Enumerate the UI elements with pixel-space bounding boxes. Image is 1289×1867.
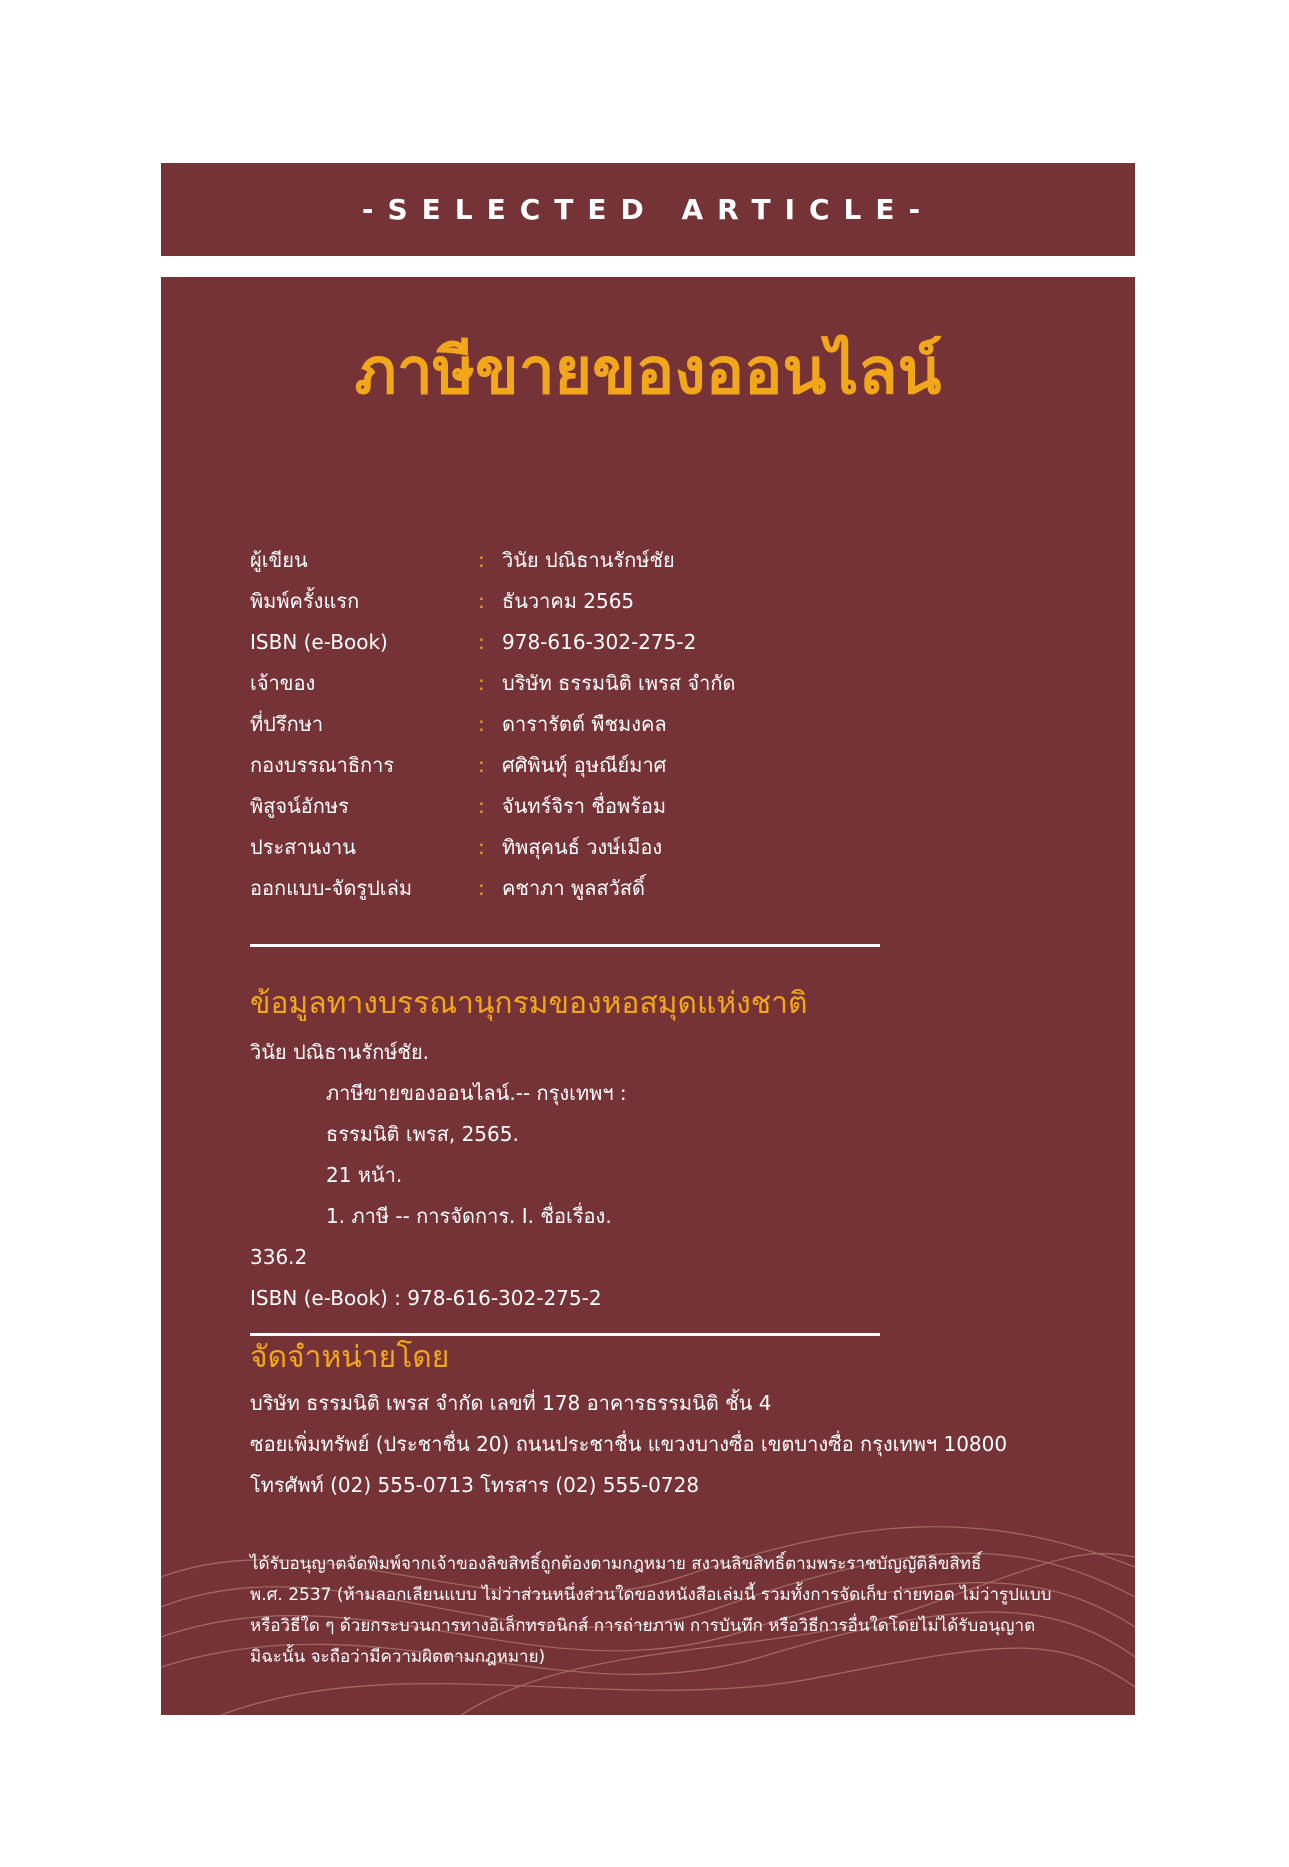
credit-value: ศศิพินทุ์ อุษณีย์มาศ — [502, 752, 667, 777]
credit-value: ธันวาคม 2565 — [502, 588, 635, 613]
credit-label: ผู้เขียน — [250, 547, 308, 572]
credit-value: ดารารัตต์ พืชมงคล — [502, 711, 667, 736]
credit-row — [250, 580, 1050, 621]
credit-colon: : — [478, 875, 485, 900]
credit-colon: : — [478, 629, 485, 654]
divider — [250, 944, 880, 947]
catalog-isbn: ISBN (e-Book) : 978-616-302-275-2 — [250, 1286, 602, 1310]
credit-colon: : — [478, 711, 485, 736]
distribution-line: โทรศัพท์ (02) 555-0713 โทรสาร (02) 555-0728 — [250, 1473, 700, 1497]
credit-label: กองบรรณาธิการ — [250, 752, 395, 777]
credit-row — [250, 826, 1050, 867]
copyright-line: มิฉะนั้น จะถือว่ามีความผิดตามกฎหมาย) — [250, 1647, 546, 1667]
credit-value: วินัย ปณิธานรักษ์ชัย — [502, 547, 675, 572]
catalog-author: วินัย ปณิธานรักษ์ชัย. — [250, 1040, 430, 1064]
credit-row — [250, 744, 1050, 785]
credit-label: ออกแบบ-จัดรูปเล่ม — [250, 875, 413, 900]
credit-row — [250, 539, 1050, 580]
copyright-line: พ.ศ. 2537 (ห้ามลอกเลียนแบบ ไม่ว่าส่วนหนึ่งส่วนใดของหนังสือเล่มนี้ รวมทั้งการจัดเก็บ ถ่ายทอด ไม่ว่ารูปแบบ — [250, 1585, 1052, 1605]
credit-row — [250, 662, 1050, 703]
credit-row — [250, 785, 1050, 826]
credit-value: คชาภา พูลสวัสดิ์ — [502, 875, 646, 900]
credit-colon: : — [478, 670, 485, 695]
catalog-line: 21 หน้า. — [326, 1163, 403, 1187]
copyright-notice — [250, 1549, 1060, 1673]
credit-row — [250, 703, 1050, 744]
credit-value: จันทร์จิรา ชื่อพร้อม — [502, 793, 667, 818]
catalog-line: 1. ภาษี -- การจัดการ. I. ชื่อเรื่อง. — [326, 1204, 612, 1228]
credits-list — [250, 539, 1050, 908]
catalog-heading: ข้อมูลทางบรรณานุกรมของหอสมุดแห่งชาติ — [250, 986, 808, 1021]
credit-colon: : — [478, 588, 485, 613]
book-title: ภาษีขายของออนไลน์ — [354, 335, 942, 409]
catalog-line: ภาษีขายของออนไลน์.-- กรุงเทพฯ : — [326, 1081, 627, 1105]
credit-colon: : — [478, 834, 485, 859]
credit-label: ISBN (e-Book) — [250, 629, 388, 654]
catalog-classification: 336.2 — [250, 1245, 308, 1269]
credit-colon: : — [478, 752, 485, 777]
copyright-line: ได้รับอนุญาตจัดพิมพ์จากเจ้าของลิขสิทธิ์ถูกต้องตามกฎหมาย สงวนลิขสิทธิ์ตามพระราชบัญญัติลิขสิทธิ์ — [250, 1554, 982, 1574]
credit-label: ที่ปรึกษา — [250, 711, 324, 736]
distribution-block — [250, 1383, 1100, 1506]
credit-value: 978-616-302-275-2 — [502, 629, 697, 654]
distribution-line: ซอยเพิ่มทรัพย์ (ประชาชื่น 20) ถนนประชาชื่น แขวงบางซื่อ เขตบางซื่อ กรุงเทพฯ 10800 — [250, 1432, 1008, 1456]
content-panel — [161, 277, 1135, 1715]
credit-label: เจ้าของ — [250, 670, 316, 695]
credit-row — [250, 621, 1050, 662]
banner-label: -SELECTED ARTICLE- — [361, 193, 935, 226]
credit-label: ประสานงาน — [250, 834, 356, 859]
credit-row — [250, 867, 1050, 908]
copyright-line: หรือวิธีใด ๆ ด้วยกระบวนการทางอิเล็กทรอนิกส์ การถ่ายภาพ การบันทึก หรือวิธีการอื่นใดโดยไม่ได้รับอนุญาต — [250, 1616, 1036, 1636]
distribution-heading: จัดจำหน่ายโดย — [250, 1340, 450, 1375]
credit-value: ทิพสุคนธ์ วงษ์เมือง — [502, 834, 663, 859]
credit-colon: : — [478, 547, 485, 572]
credit-label: พิมพ์ครั้งแรก — [250, 588, 360, 613]
credit-colon: : — [478, 793, 485, 818]
catalog-line: ธรรมนิติ เพรส, 2565. — [326, 1122, 519, 1146]
credit-label: พิสูจน์อักษร — [250, 793, 349, 818]
credit-value: บริษัท ธรรมนิติ เพรส จำกัด — [502, 670, 736, 695]
selected-article-banner — [161, 163, 1135, 256]
distribution-line: บริษัท ธรรมนิติ เพรส จำกัด เลขที่ 178 อาคารธรรมนิติ ชั้น 4 — [250, 1391, 772, 1415]
catalog-block — [250, 1032, 1050, 1319]
